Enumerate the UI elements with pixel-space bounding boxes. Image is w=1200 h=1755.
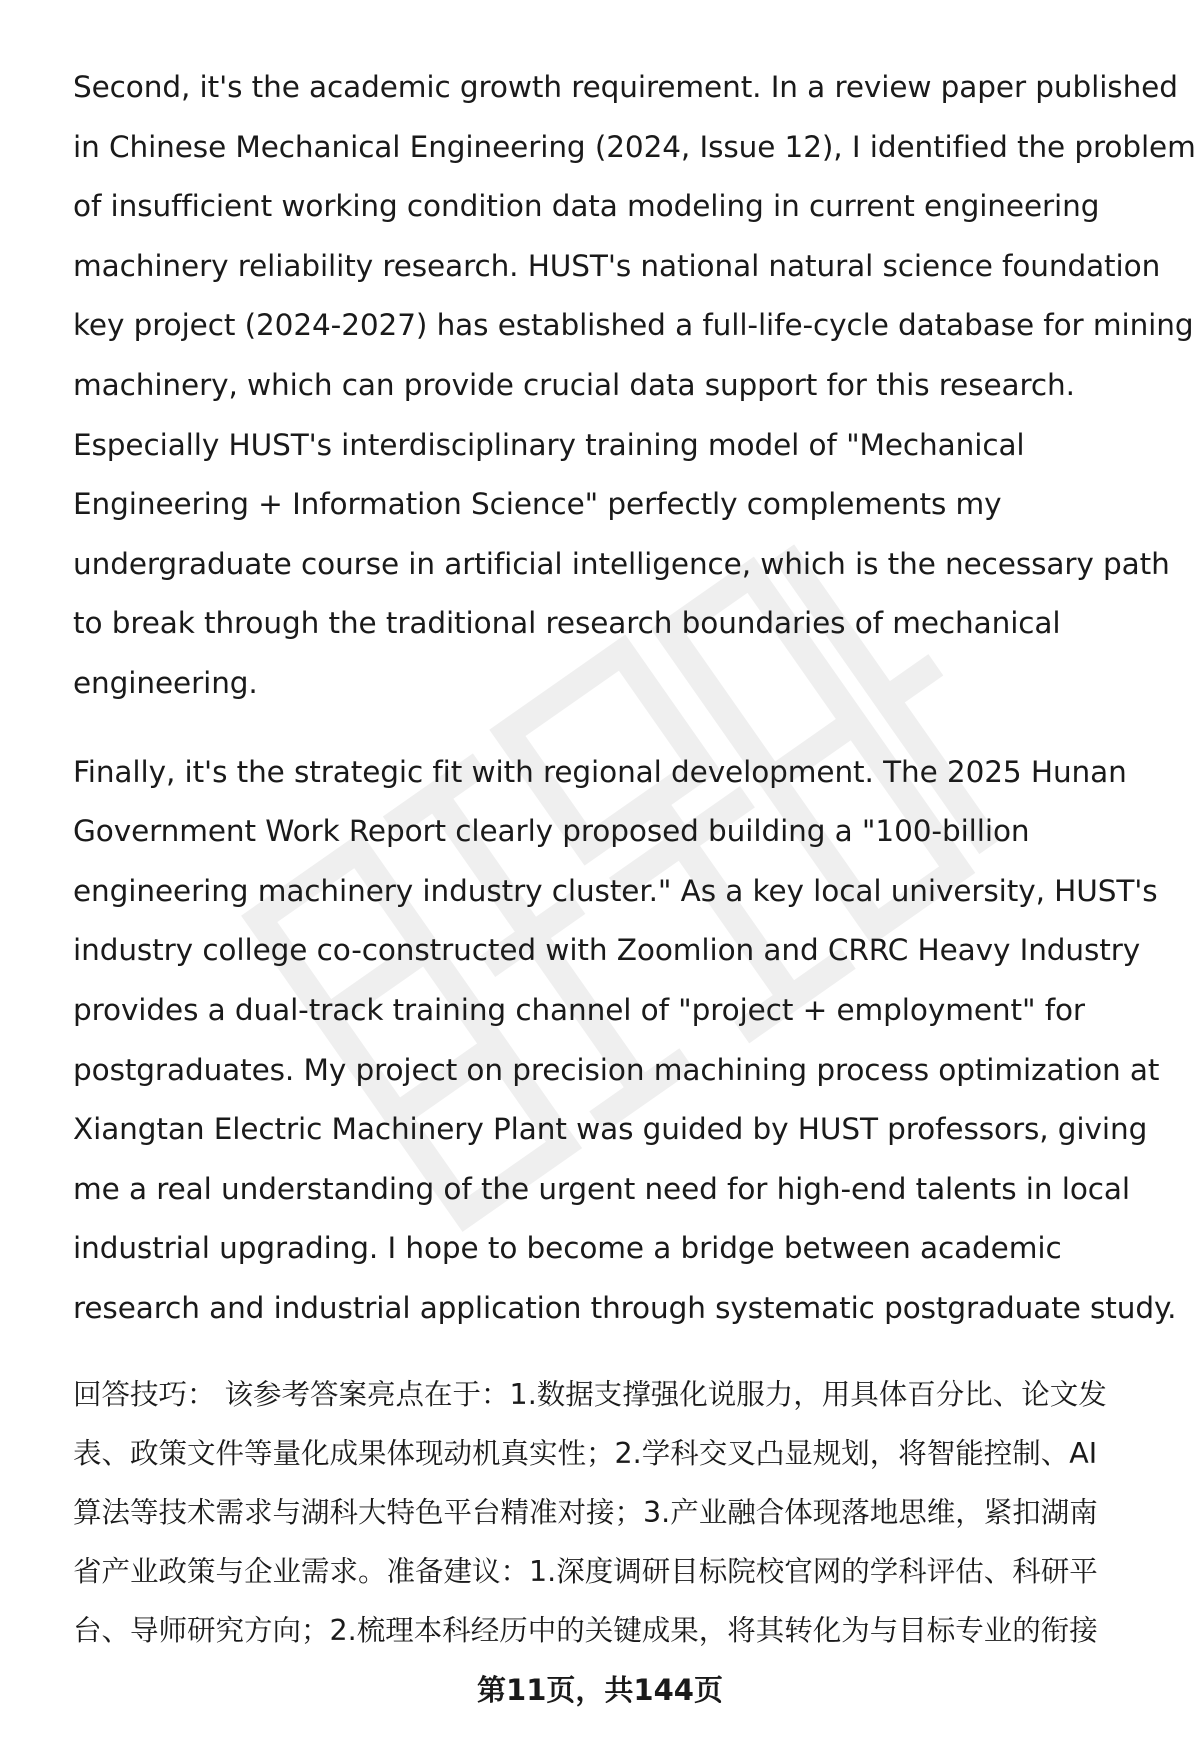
page-number: 第11页，共144页	[477, 1673, 723, 1707]
text-line: Engineering + Information Science" perfectly complements my	[73, 487, 1002, 522]
text-line: postgraduates. My project on precision machining process optimization at	[73, 1052, 1160, 1087]
text-line: Especially HUST's interdisciplinary training model of "Mechanical	[73, 427, 1025, 462]
tips-line: 表、政策文件等量化成果体现动机真实性；2.学科交叉凸显规划，将智能控制、AI	[73, 1437, 1098, 1471]
paragraph-academic-growth	[73, 58, 1196, 714]
text-line: machinery, which can provide crucial data support for this research.	[73, 367, 1075, 402]
paragraph-regional-development	[73, 743, 1177, 1339]
tips-line: 算法等技术需求与湖科大特色平台精准对接；3.产业融合体现落地思维，紧扣湖南	[73, 1496, 1098, 1530]
text-line: undergraduate course in artificial intelligence, which is the necessary path	[73, 546, 1170, 581]
text-line: Second, it's the academic growth requirement. In a review paper published	[73, 70, 1178, 104]
text-line: industry college co-constructed with Zoomlion and CRRC Heavy Industry	[73, 933, 1141, 968]
text-line: provides a dual-track training channel of "project + employment" for	[73, 992, 1085, 1027]
text-line: engineering machinery industry cluster." As a key local university, HUST's	[73, 873, 1158, 908]
text-line: Government Work Report clearly proposed building a "100-billion	[73, 814, 1030, 849]
text-line: machinery reliability research. HUST's national natural science foundation	[73, 248, 1161, 283]
document-body	[73, 58, 1196, 1660]
tips-line: 省产业政策与企业需求。准备建议：1.深度调研目标院校官网的学科评估、科研平	[73, 1555, 1098, 1589]
text-line: engineering.	[73, 665, 258, 700]
text-line: Xiangtan Electric Machinery Plant was guided by HUST professors, giving	[73, 1112, 1148, 1147]
answer-tips	[73, 1365, 1153, 1660]
tips-line: 台、导师研究方向；2.梳理本科经历中的关键成果，将其转化为与目标专业的衔接	[73, 1614, 1098, 1648]
text-line: research and industrial application through systematic postgraduate study.	[73, 1290, 1177, 1325]
text-line: Finally, it's the strategic fit with regional development. The 2025 Hunan	[73, 754, 1127, 789]
text-line: key project (2024-2027) has established a full-life-cycle database for mining	[73, 308, 1194, 343]
tips-line: 回答技巧： 该参考答案亮点在于：1.数据支撑强化说服力，用具体百分比、论文发	[73, 1378, 1107, 1412]
text-line: to break through the traditional research boundaries of mechanical	[73, 606, 1061, 641]
text-line: industrial upgrading. I hope to become a bridge between academic	[73, 1231, 1062, 1266]
text-line: in Chinese Mechanical Engineering (2024, Issue 12), I identified the problem	[73, 129, 1196, 164]
text-line: of insufficient working condition data modeling in current engineering	[73, 189, 1100, 224]
text-line: me a real understanding of the urgent need for high-end talents in local	[73, 1171, 1131, 1206]
